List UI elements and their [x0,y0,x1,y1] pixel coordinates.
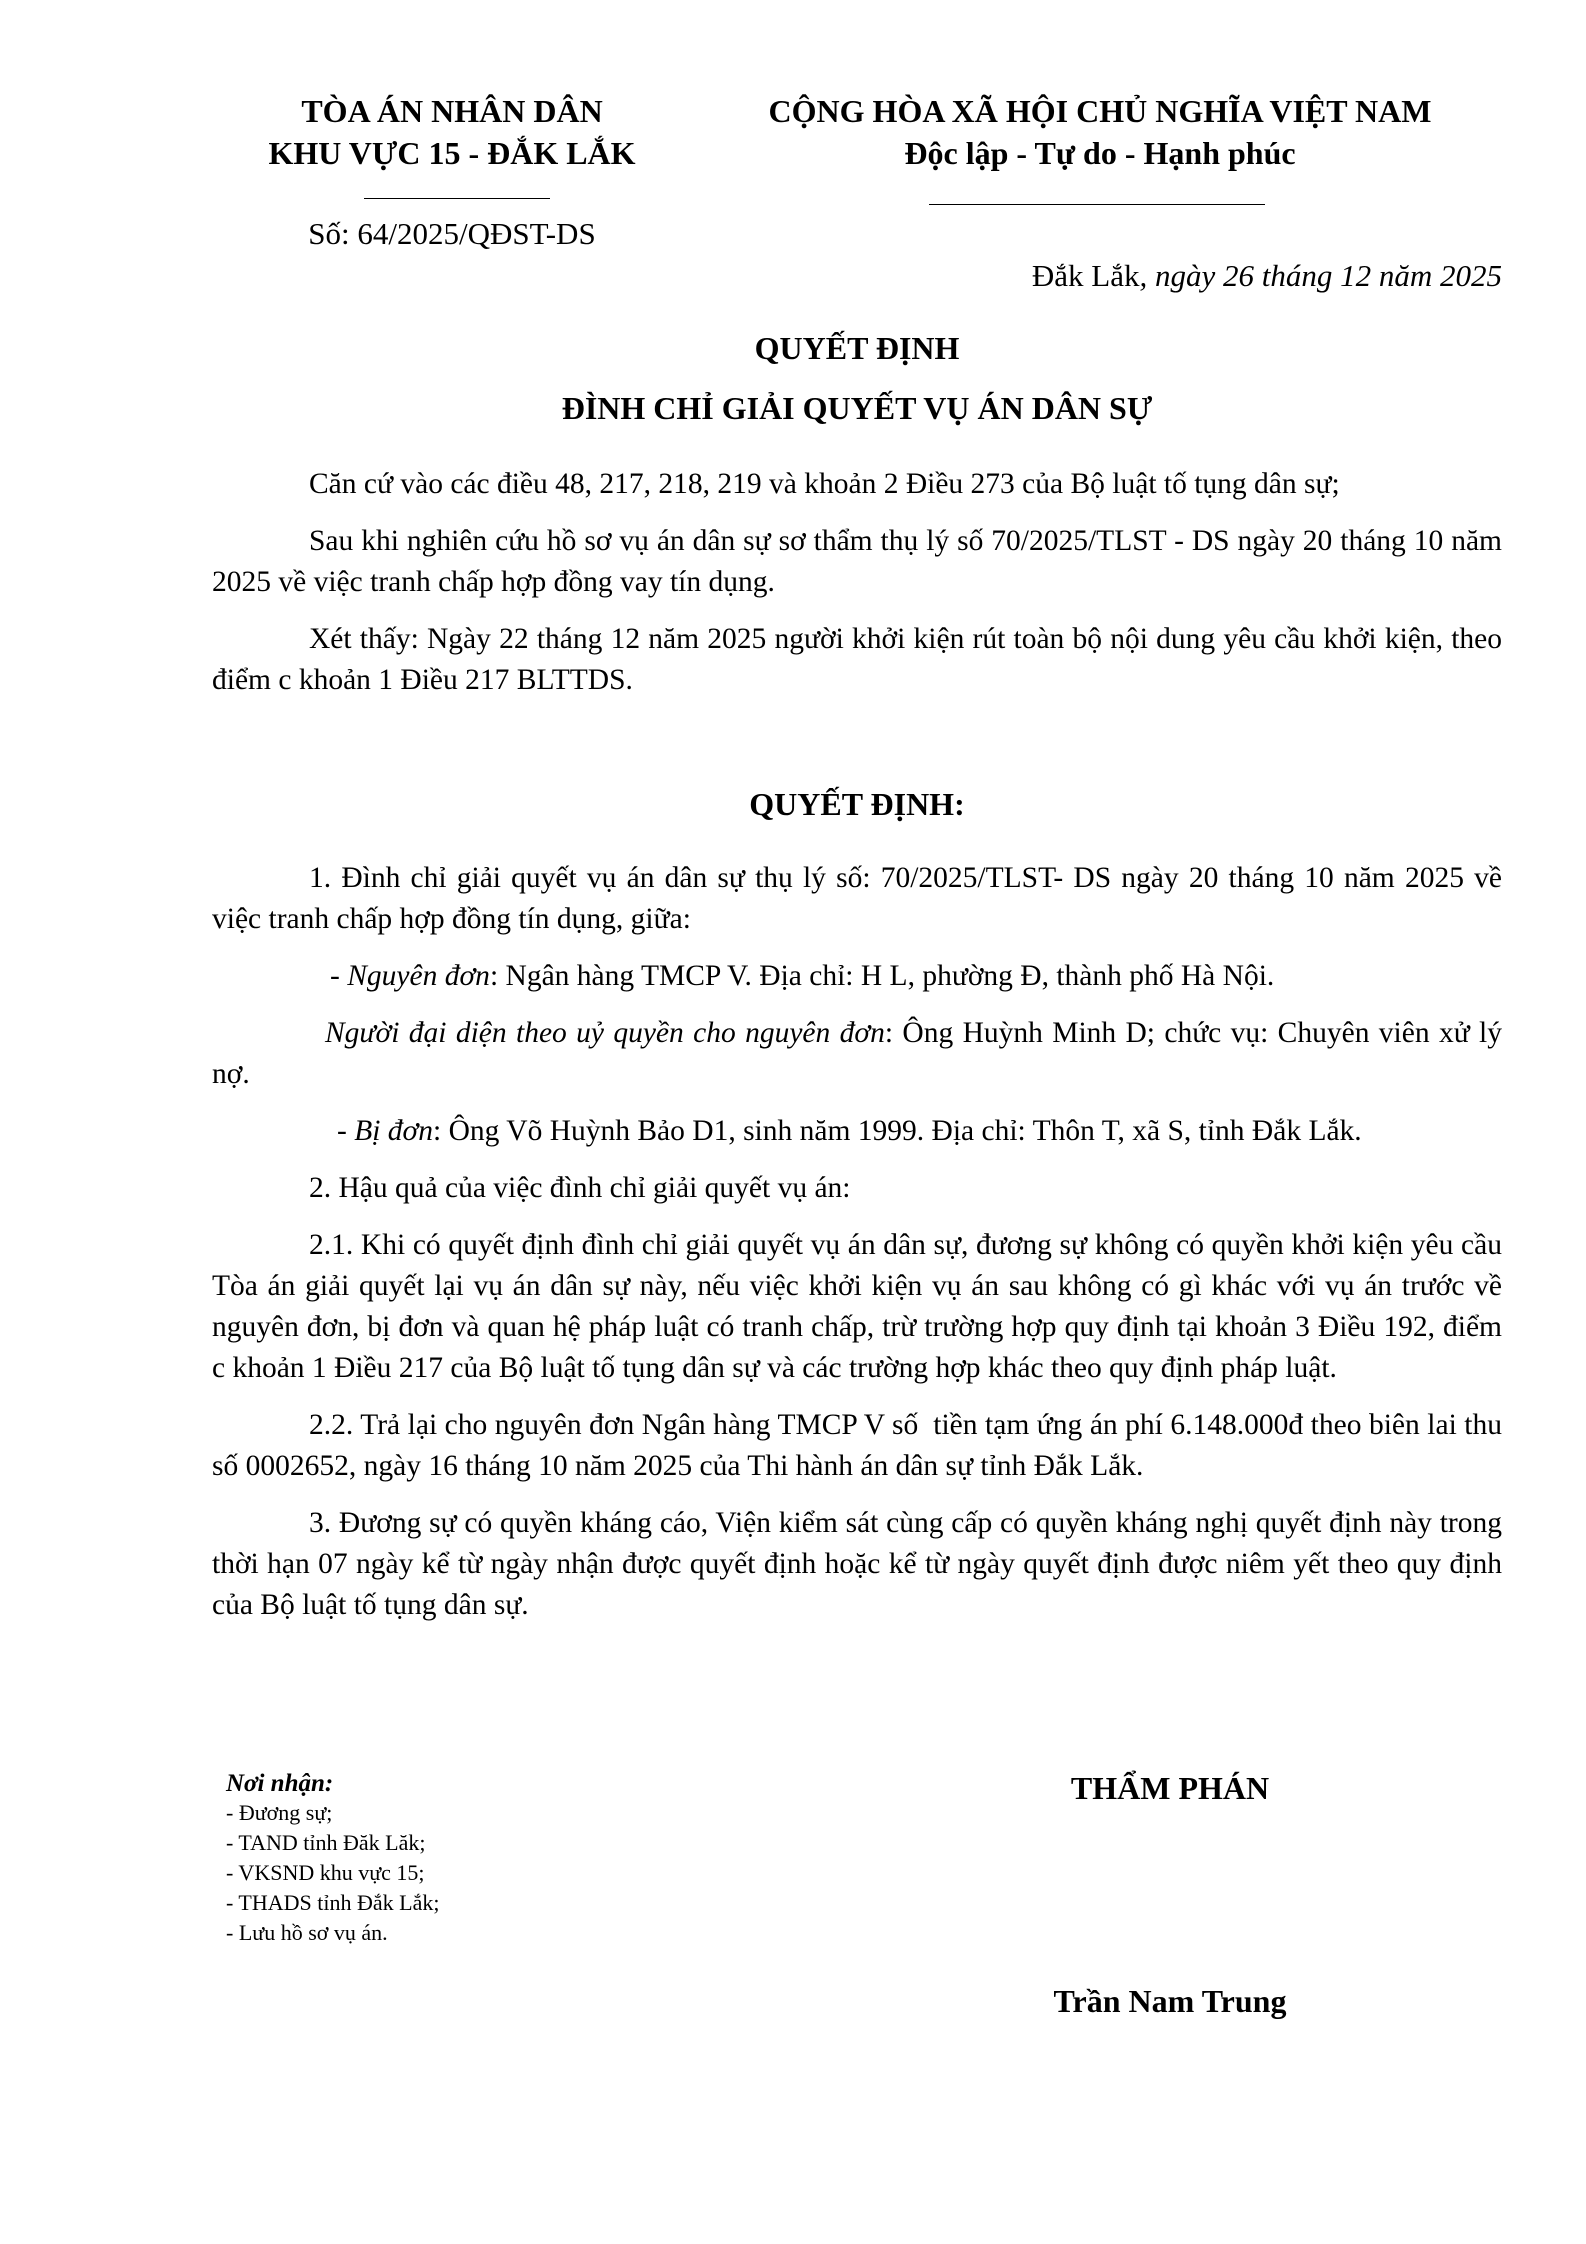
date: , ngày 26 tháng 12 năm 2025 [1139,258,1502,293]
decision-item-3: 3. Đương sự có quyền kháng cáo, Viện kiểm sát cùng cấp có quyền kháng nghị quyết định này trong thời hạn 07 ngày kể từ ngày nhận được quyết định hoặc kể từ ngày quyết định được niêm yết theo quy định của Bộ luật tố tụng dân sự. [212,1507,1502,1621]
plaintiff-prefix: - [330,960,348,992]
court-name-line2: KHU VỰC 15 - ĐẮK LẮK [268,135,636,171]
preamble-finding: Xét thấy: Ngày 22 tháng 12 năm 2025 người khởi kiện rút toàn bộ nội dung yêu cầu khởi kiện, theo điểm c khoản 1 Điều 217 BLTTDS. [212,623,1502,696]
representative-line [212,1013,1502,1095]
plaintiff-label: Nguyên đơn [347,960,490,992]
motto-line: Độc lập - Tự do - Hạnh phúc [904,135,1296,171]
document-number: Số: 64/2025/QĐST-DS [308,216,596,251]
decision-item-2: 2. Hậu quả của việc đình chỉ giải quyết vụ án: [309,1172,851,1204]
decision-item-2-2: 2.2. Trả lại cho nguyên đơn Ngân hàng TMCP V số tiền tạm ứng án phí 6.148.000đ theo biên lai thu số 0002652, ngày 16 tháng 10 năm 2025 của Thi hành án dân sự tỉnh Đắk Lắk. [212,1409,1510,1482]
court-name [212,90,692,174]
representative-label: Người đại diện theo uỷ quyền cho nguyên đơn [325,1017,885,1049]
recipients-block [226,1770,439,1948]
recipient-item: - VKSND khu vực 15; [226,1860,425,1885]
defendant-line [212,1111,1502,1152]
representative-text: : Ông Huỳnh Minh D; chức vụ: Chuyên viên xử lý nợ. [212,1017,1502,1090]
preamble [212,464,1502,701]
court-name-divider [364,198,550,199]
plaintiff-line [212,956,1502,997]
decision-body [212,858,1510,1626]
recipient-item: - Lưu hồ sơ vụ án. [226,1920,388,1945]
signer-name: Trần Nam Trung [1053,1983,1287,2019]
recipients-title: Nơi nhận: [226,1770,334,1797]
decision-heading: QUYẾT ĐỊNH: [749,786,965,822]
decision-item-2-1: 2.1. Khi có quyết định đình chỉ giải quyết vụ án dân sự, đương sự không có quyền khởi kiện yêu cầu Tòa án giải quyết lại vụ án dân sự này, nếu việc khởi kiện vụ án sau không có gì khác với vụ án trước về nguyên đơn, bị đơn và quan hệ pháp luật có tranh chấp, trừ trường hợp quy định tại khoản 3 Điều 192, điểm c khoản 1 Điều 217 của Bộ luật tố tụng dân sự và các trường hợp khác theo quy định pháp luật. [212,1229,1502,1384]
preamble-case-review: Sau khi nghiên cứu hồ sơ vụ án dân sự sơ thẩm thụ lý số 70/2025/TLST - DS ngày 20 tháng 10 năm 2025 về việc tranh chấp hợp đồng vay tín dụng. [212,525,1502,598]
preamble-legal-basis: Căn cứ vào các điều 48, 217, 218, 219 và khoản 2 Điều 273 của Bộ luật tố tụng dân sự; [309,468,1340,500]
signer-role: THẨM PHÁN [1070,1770,1270,1806]
defendant-text: : Ông Võ Huỳnh Bảo D1, sinh năm 1999. Địa chỉ: Thôn T, xã S, tỉnh Đắk Lắk. [433,1115,1362,1147]
court-name-line1: TÒA ÁN NHÂN DÂN [301,93,603,129]
defendant-prefix: - [337,1115,355,1147]
national-heading [700,90,1500,174]
nation-line1: CỘNG HÒA XÃ HỘI CHỦ NGHĨA VIỆT NAM [768,93,1432,129]
place-date [1032,258,1502,294]
recipient-item: - THADS tỉnh Đắk Lắk; [226,1890,440,1915]
recipient-item: - Đương sự; [226,1800,333,1825]
place: Đắk Lắk [1031,258,1140,293]
decision-item-1: 1. Đình chỉ giải quyết vụ án dân sự thụ lý số: 70/2025/TLST- DS ngày 20 tháng 10 năm 2025 về việc tranh chấp hợp đồng tín dụng, giữa: [212,862,1502,935]
document-title: QUYẾT ĐỊNH [754,330,960,366]
document-subtitle: ĐÌNH CHỈ GIẢI QUYẾT VỤ ÁN DÂN SỰ [561,390,1153,426]
recipient-item: - TAND tỉnh Đăk Lăk; [226,1830,426,1855]
defendant-label: Bị đơn [354,1115,434,1147]
plaintiff-text: : Ngân hàng TMCP V. Địa chỉ: H L, phường Đ, thành phố Hà Nội. [489,960,1275,992]
motto-divider [929,204,1265,205]
